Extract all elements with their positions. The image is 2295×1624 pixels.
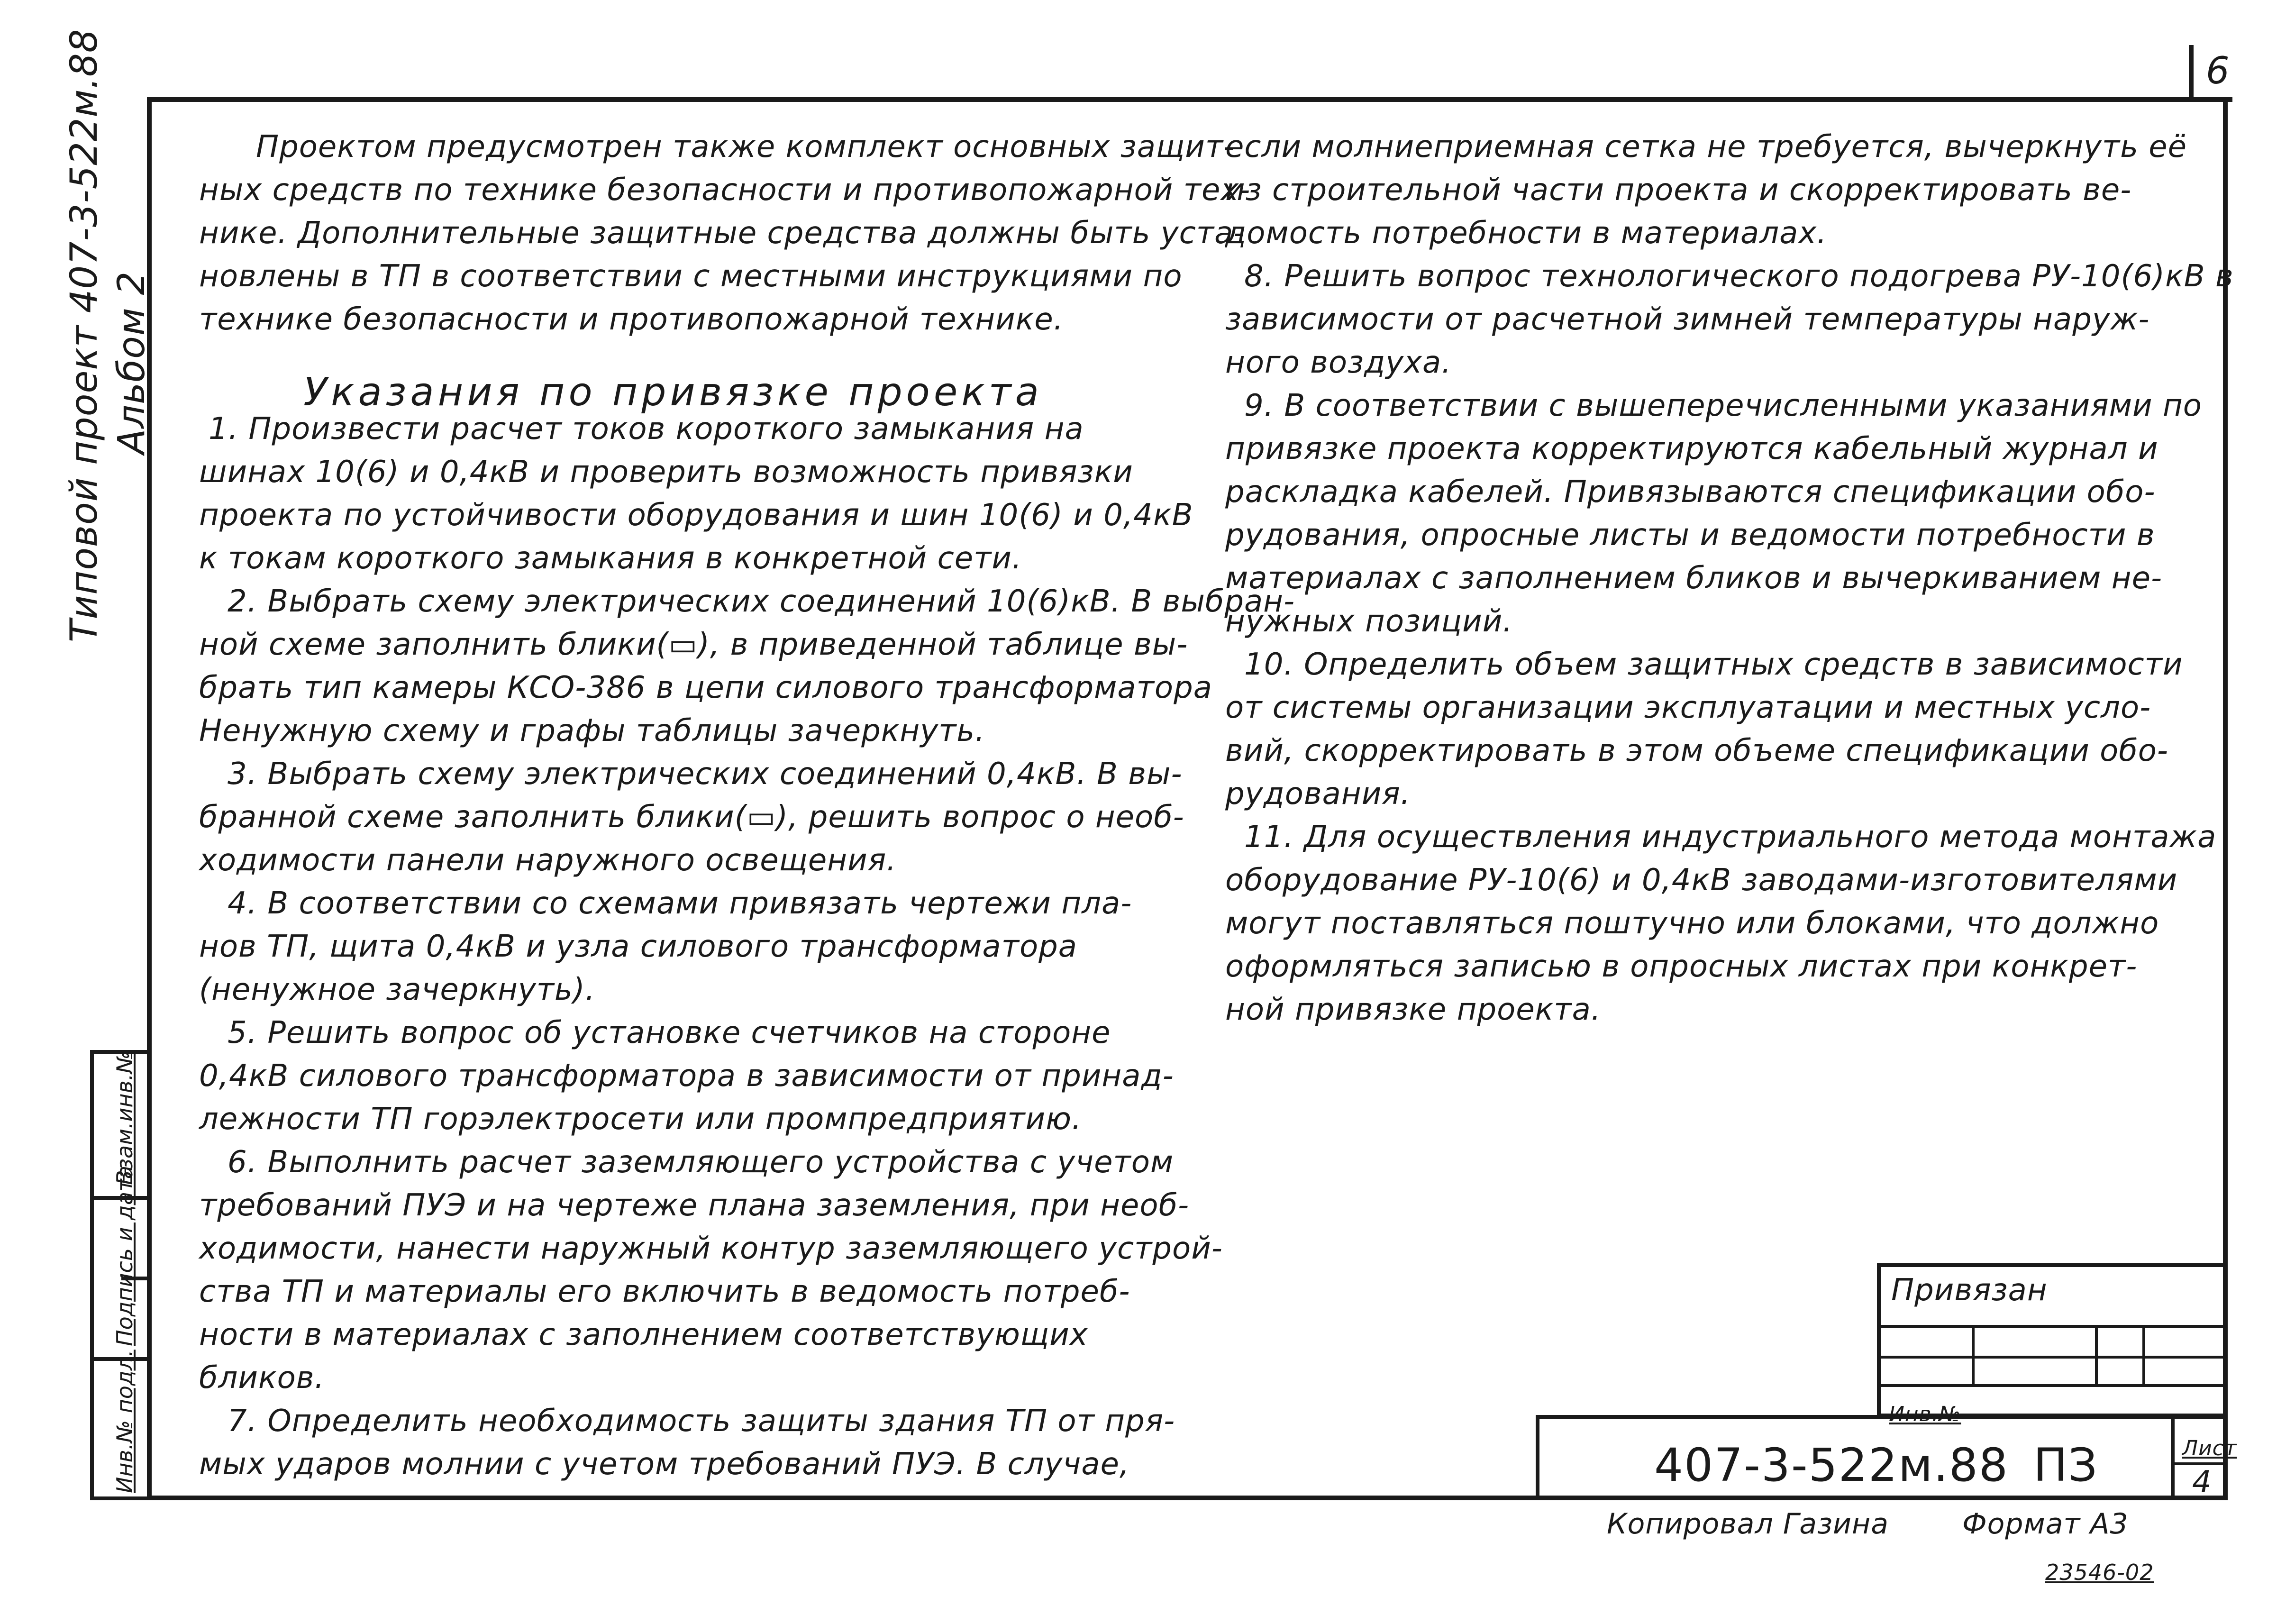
text-line: Проектом предусмотрен также комплект основных защит- <box>256 129 1235 164</box>
binding-table-rule <box>2095 1325 2098 1387</box>
sheet-value: 4 <box>2192 1465 2212 1500</box>
text-line: от системы организации эксплуатации и местных усло- <box>1225 690 2151 725</box>
text-line: материалах с заполнением бликов и вычеркиванием не- <box>1225 561 2163 596</box>
text-line: 10. Определить объем защитных средств в зависимости <box>1244 647 2183 682</box>
text-line: зависимости от расчетной зимней температуры наруж- <box>1225 302 2150 337</box>
text-line: 4. В соответствии со схемами привязать чертежи пла- <box>228 886 1132 921</box>
paper-format: Формат А3 <box>1962 1507 2129 1541</box>
text-line: 0,4кВ силового трансформатора в зависимости от принад- <box>199 1058 1174 1094</box>
text-line: оборудование РУ-10(6) и 0,4кВ заводами-изготовителями <box>1225 863 2178 898</box>
intro-paragraph <box>199 126 1250 341</box>
text-line: рудования. <box>1225 776 1411 812</box>
text-line: из строительной части проекта и скорректировать ве- <box>1225 173 2132 208</box>
sheet-number: 6 <box>2206 50 2230 92</box>
binding-table-rule <box>2142 1325 2145 1387</box>
stamp-rule <box>2171 1415 2175 1500</box>
text-line: 7. Определить необходимость защиты здания ТП от пря- <box>228 1404 1175 1439</box>
side-title-album: Альбом 2 <box>110 271 153 455</box>
text-line: (ненужное зачеркнуть). <box>199 972 596 1007</box>
text-line: новлены в ТП в соответствии с местными инструкциями по <box>199 259 1183 294</box>
text-line: 9. В соответствии с вышеперечисленными указаниями по <box>1244 388 2202 423</box>
binding-table-rule <box>1877 1325 2228 1328</box>
text-line: Ненужную схему и графы таблицы зачеркнуть. <box>199 713 985 748</box>
text-line: ходимости панели наружного освещения. <box>199 843 897 878</box>
text-line: рудования, опросные листы и ведомости потребности в <box>1225 518 2155 553</box>
section-heading: Указания по привязке проекта <box>303 370 1043 415</box>
text-line: 11. Для осуществления индустриального метода монтажа <box>1244 820 2217 855</box>
sheet-label: Лист <box>2182 1436 2237 1460</box>
text-line: нике. Дополнительные защитные средства должны быть уста- <box>199 216 1245 251</box>
text-line: технике безопасности и противопожарной технике. <box>199 302 1064 337</box>
text-line: 6. Выполнить расчет заземляющего устройства с учетом <box>228 1145 1174 1180</box>
text-line: домость потребности в материалах. <box>1225 216 1827 251</box>
instructions-left <box>199 408 1295 1486</box>
text-line: вий, скорректировать в этом объеме спецификации обо- <box>1225 733 2168 768</box>
copied-by: Копировал Газина <box>1607 1507 1889 1541</box>
document-code: 407-3-522м.88 <box>1654 1439 2009 1492</box>
text-line: могут поставляться поштучно или блоками, что должно <box>1225 906 2159 941</box>
text-line: мых ударов молнии с учетом требований ПУЭ. В случае, <box>199 1447 1130 1482</box>
text-line: нов ТП, щита 0,4кВ и узла силового трансформатора <box>199 929 1077 964</box>
text-line: 1. Произвести расчет токов короткого замыкания на <box>209 411 1084 447</box>
stamp-label-replace-inv: Взам.инв.№ <box>112 1050 137 1185</box>
text-line: шинах 10(6) и 0,4кВ и проверить возможность привязки <box>199 455 1133 490</box>
text-line: проекта по устойчивости оборудования и шин 10(6) и 0,4кВ <box>199 498 1193 533</box>
text-line: лежности ТП горэлектросети или промпредприятию. <box>199 1102 1082 1137</box>
text-line: если молниеприемная сетка не требуется, вычеркнуть её <box>1225 129 2187 164</box>
instructions-right <box>1225 126 2234 1031</box>
text-line: ной схеме заполнить блики(▭), в приведенной таблице вы- <box>199 627 1188 662</box>
text-line: ходимости, нанести наружный контур заземляющего устрой- <box>199 1231 1223 1266</box>
text-line: бликов. <box>199 1360 325 1396</box>
text-line: ного воздуха. <box>1225 345 1452 380</box>
side-title <box>61 28 155 642</box>
stamp-label-inv: Инв.№ подл. <box>112 1350 137 1493</box>
text-line: нужных позиций. <box>1225 604 1513 639</box>
document-type: ПЗ <box>2033 1439 2098 1492</box>
text-line: бранной схеме заполнить блики(▭), решить вопрос о необ- <box>199 800 1184 835</box>
text-line: привязке проекта корректируются кабельный журнал и <box>1225 431 2158 466</box>
text-line: 5. Решить вопрос об установке счетчиков на стороне <box>228 1015 1111 1050</box>
binding-table-rule <box>1972 1325 1975 1387</box>
text-line: брать тип камеры КСО-386 в цепи силового трансформатора <box>199 670 1212 705</box>
text-line: ности в материалах с заполнением соответствующих <box>199 1317 1088 1352</box>
archive-number: 23546-02 <box>2045 1560 2154 1585</box>
text-line: раскладка кабелей. Привязываются спецификации обо- <box>1225 474 2156 510</box>
text-line: оформляться записью в опросных листах при конкрет- <box>1225 949 2138 984</box>
text-line: требований ПУЭ и на чертеже плана заземления, при необ- <box>199 1188 1190 1223</box>
text-line: ной привязке проекта. <box>1225 992 1602 1027</box>
text-line: ных средств по технике безопасности и противопожарной тех- <box>199 173 1251 208</box>
text-line: 2. Выбрать схему электрических соединений 10(6)кВ. В выбран- <box>228 584 1295 619</box>
inventory-label: Инв.№ <box>1889 1402 1961 1426</box>
binding-table-rule <box>1877 1384 2228 1387</box>
text-line: 8. Решить вопрос технологического подогрева РУ-10(6)кВ в <box>1244 259 2234 294</box>
text-line: ства ТП и материалы его включить в ведомость потреб- <box>199 1274 1130 1309</box>
text-line: к токам короткого замыкания в конкретной сети. <box>199 541 1022 576</box>
binding-table-rule <box>1877 1356 2228 1359</box>
binding-label: Привязан <box>1891 1273 2048 1308</box>
stamp-label-signature: Подпись и дата <box>112 1165 137 1346</box>
side-title-project: Типовой проект 407-3-522м.88 <box>63 28 106 642</box>
text-line: 3. Выбрать схему электрических соединений 0,4кВ. В вы- <box>228 757 1183 792</box>
